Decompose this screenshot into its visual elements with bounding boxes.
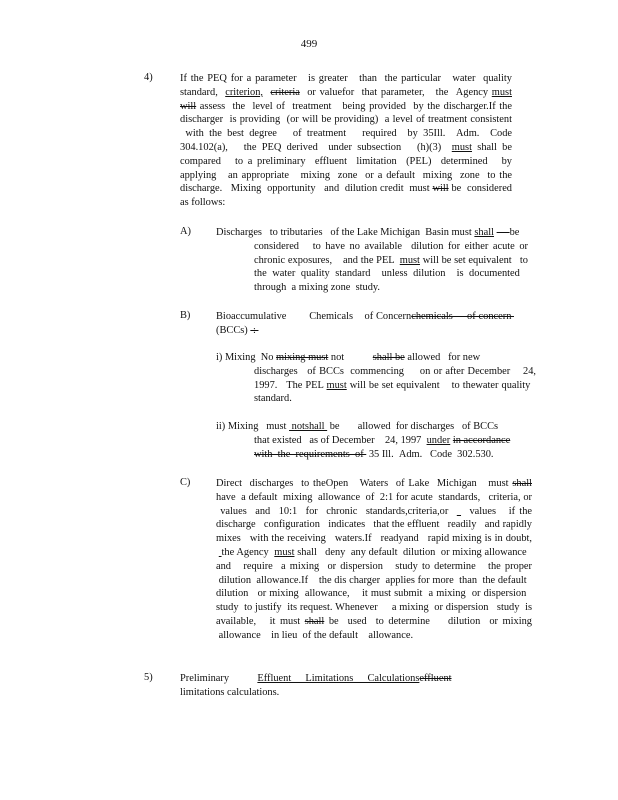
page-number: 499: [300, 38, 318, 50]
item-4-text: If the PEQ for a parameter is greater than the particular water quality standard, criterion, criteria or valuefor that parameter, the Agency must will assess the level of treatment being provided by the discharger.If the discharger is providing (or will be providing) a level of treatment consistent with the best degree of treatment required by 35Ill. Adm. Code 304.102(a), the PEQ derived under subsection (h)(3) must shall be compared to a preliminary effluent limitation (PEL) determined by applying an appropriate mixing zone or a default mixing zone to the discharge. Mixing opportunity and dilution credit must will be considered as follows:: [180, 73, 512, 209]
item-a-text: Discharges to tributaries of the Lake Michigan Basin must shall be considered to have no available dilution for either acute or chronic exposures, and the PEL must will be set equivalent to the water quality standard unless dilution is documented through a mixing zone study.: [216, 227, 528, 294]
item-5-text: Preliminary Effluent Limitations Calculationseffluent limitations calculations.: [180, 673, 486, 698]
item-a-label: A): [180, 226, 191, 237]
item-b-text: Bioaccumulative Chemicals of Concernchemicals of concern (BCCs) :: [216, 311, 514, 336]
item-b-ii-text: ii) Mixing must notshall be allowed for discharges of BCCs that existed as of December 24, 1997 under in accordance with the requirements of 35 Ill. Adm. Code 302.530.: [216, 421, 511, 460]
item-b-i-text: i) Mixing No mixing must not shall be allowed for new discharges of BCCs commencing on or after December 24, 1997. The PEL must will be set equivalent to thewater quality standard.: [216, 352, 536, 405]
item-4-label: 4): [144, 72, 153, 83]
item-c-label: C): [180, 477, 191, 488]
item-5-label: 5): [144, 672, 153, 683]
item-c-text: Direct discharges to theOpen Waters of Lake Michigan must shall have a default mixing allowance of 2:1 for acute standards, criteria, or values and 10:1 for chronic standards,criteria,or values if the discharge configuration indicates that the effluent readily and rapidly mixes with the receiving waters.If readyand rapid mixing is in doubt, the Agency must shall deny any default dilution or mixing allowance and require a mixing or dispersion study to determine the proper dilution allowance.If the dis charger applies for more than the default dilution or mixing allowance, it must submit a mixing or dispersion study to justify its request. Whenever a mixing or dispersion study is available, it must shall be used to determine dilution or mixing allowance in lieu of the default allowance.: [216, 478, 532, 641]
item-b-label: B): [180, 310, 191, 321]
